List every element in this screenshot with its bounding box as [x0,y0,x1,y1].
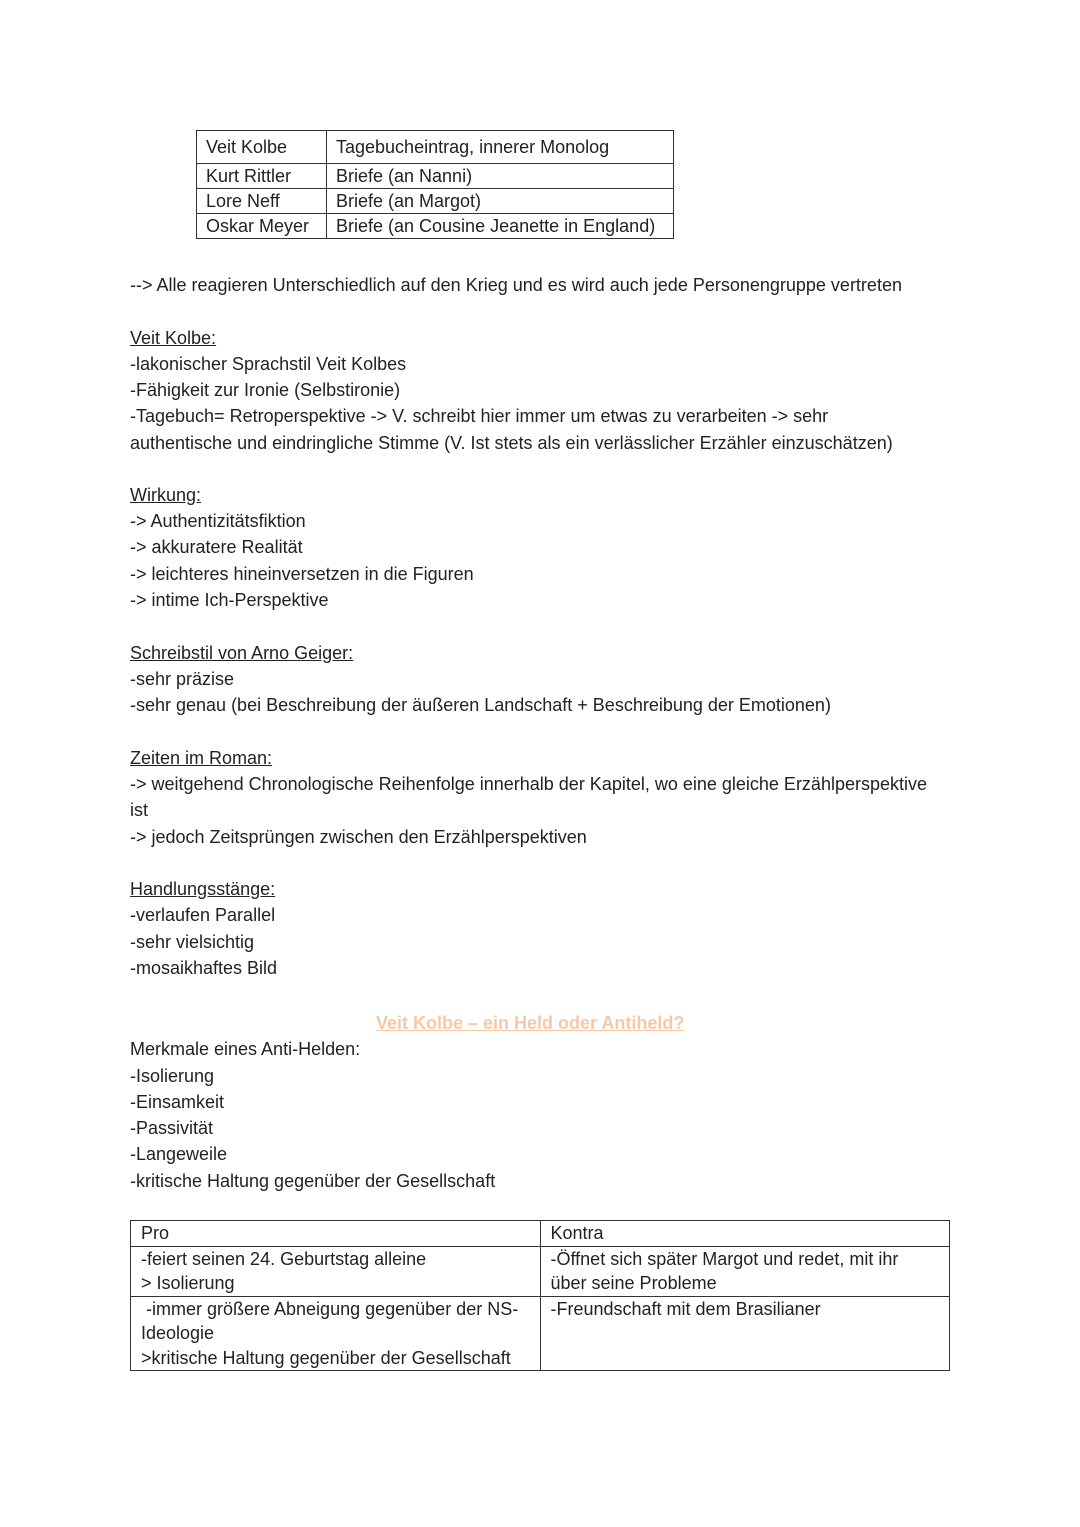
pro-header-label: Pro [141,1223,170,1243]
table-row [197,131,674,164]
narrative-form: Briefe (an Margot) [327,189,674,214]
list-item: -> weitgehend Chronologische Reihenfolge innerhalb der Kapitel, wo eine gleiche Erzählperspektive [130,774,928,794]
list-item: -Passivität [130,1118,214,1138]
list-item: -sehr vielsichtig [130,932,255,952]
narrative-form: Briefe (an Nanni) [327,164,674,189]
table-row [197,189,674,214]
pro-cell [131,1246,541,1296]
cell-line: über seine Probleme [550,1273,717,1293]
list-item: -Einsamkeit [130,1092,225,1112]
table-row [197,164,674,189]
list-item: -Langeweile [130,1144,228,1164]
list-item: -> akkuratere Realität [130,537,303,557]
pro-contra-table [130,1220,950,1371]
table-row [131,1246,950,1296]
cell-line: -immer größere Abneigung gegenüber der NS- [141,1298,519,1319]
list-item: -> leichteres hineinversetzen in die Figuren [130,564,474,584]
character-name: Veit Kolbe [197,131,327,164]
character-name: Lore Neff [197,189,327,214]
list-item: -verlaufen Parallel [130,905,276,925]
section-heading-veit: Veit Kolbe: [130,328,217,348]
list-item: -Tagebuch= Retroperspektive -> V. schreibt hier immer um etwas zu verarbeiten -> sehr [130,406,829,426]
character-name: Oskar Meyer [197,214,327,239]
contra-header-label: Kontra [550,1223,604,1243]
contra-header [540,1221,950,1247]
section-heading-wirkung: Wirkung: [130,485,202,505]
narrative-form: Tagebucheintrag, innerer Monolog [327,131,674,164]
cell-line: > Isolierung [141,1273,235,1293]
list-item: -> Authentizitätsfiktion [130,511,306,531]
list-item: -mosaikhaftes Bild [130,958,278,978]
list-item: -kritische Haltung gegenüber der Gesellschaft [130,1171,496,1191]
list-item: -> intime Ich-Perspektive [130,590,329,610]
contra-cell [540,1246,950,1296]
list-item: -lakonischer Sprachstil Veit Kolbes [130,354,407,374]
cell-line: -Freundschaft mit dem Brasilianer [550,1298,821,1319]
character-name: Kurt Rittler [197,164,327,189]
list-item: -Fähigkeit zur Ironie (Selbstironie) [130,380,401,400]
antihero-intro: Merkmale eines Anti-Helden: [130,1039,361,1059]
pro-cell [131,1296,541,1371]
list-item: -sehr genau (bei Beschreibung der äußeren Landschaft + Beschreibung der Emotionen) [130,695,831,715]
list-item: ist [130,800,148,820]
section-heading-handlung: Handlungsstänge: [130,879,276,899]
table-row [197,214,674,239]
list-item: -Isolierung [130,1066,215,1086]
table-row [131,1296,950,1371]
section-heading-zeiten: Zeiten im Roman: [130,748,273,768]
summary-text: --> Alle reagieren Unterschiedlich auf den Krieg und es wird auch jede Personengruppe vertreten [130,275,902,295]
table-header-row [131,1221,950,1247]
contra-cell [540,1296,950,1371]
cell-line: Ideologie [141,1323,215,1343]
perspective-table [196,130,674,239]
section-heading-schreibstil: Schreibstil von Arno Geiger: [130,643,354,663]
list-item: -> jedoch Zeitsprüngen zwischen den Erzählperspektiven [130,827,587,847]
list-item: authentische und eindringliche Stimme (V. Ist stets als ein verlässlicher Erzähler einzuschätzen) [130,433,893,453]
antihero-title: Veit Kolbe – ein Held oder Antiheld? [376,1013,685,1033]
pro-header [131,1221,541,1247]
cell-line: -Öffnet sich später Margot und redet, mit ihr [550,1248,899,1269]
cell-line: -feiert seinen 24. Geburtstag alleine [141,1248,427,1269]
list-item: -sehr präzise [130,669,235,689]
narrative-form: Briefe (an Cousine Jeanette in England) [327,214,674,239]
cell-line: >kritische Haltung gegenüber der Gesellschaft [141,1347,511,1368]
